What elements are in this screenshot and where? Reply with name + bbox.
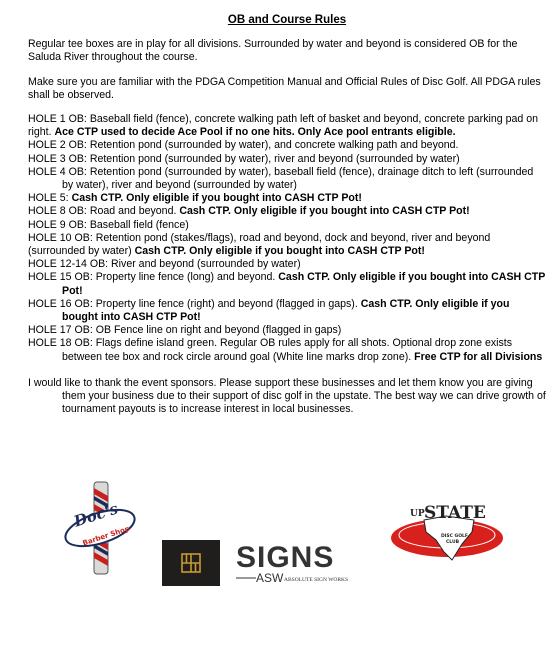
svg-text:CLUB: CLUB (446, 540, 460, 545)
svg-text:Doc's: Doc's (71, 499, 121, 531)
rule-hole-4: HOLE 4 OB: Retention pond (surrounded by water), baseball field (fence), drainage ditch to left (surrounded by water), river and beyond (surrounded by water) (28, 165, 534, 192)
signs-asw-logo (234, 542, 362, 586)
svg-text:DISC GOLF: DISC GOLF (441, 534, 468, 539)
intro-paragraph-1: Regular tee boxes are in play for all divisions. Surrounded by water and beyond is considered OB for the Saluda River throughout the course. (28, 38, 518, 64)
upstate-disc-golf-club-logo (388, 486, 506, 578)
svg-text:STATE: STATE (424, 503, 486, 523)
sponsor-thanks-paragraph: I would like to thank the event sponsors. Please support these businesses and let them know you are giving them your business due to their support of disc golf in the upstate. The best way we can drive growth of tournament payouts is to increase interest in local businesses. (28, 376, 546, 416)
svg-text:ASW: ASW (256, 571, 284, 585)
rule-hole-3: HOLE 3 OB: Retention pond (surrounded by water), river and beyond (surrounded by water) (28, 152, 460, 165)
rule-hole-8: HOLE 8 OB: Road and beyond. Cash CTP. Only eligible if you bought into CASH CTP Pot! (28, 205, 470, 218)
rule-hole-16: HOLE 16 OB: Property line fence (right) and beyond (flagged in gaps). Cash CTP. Only eligible if you bought into CASH CTP Pot! (28, 297, 510, 324)
rule-hole-10: HOLE 10 OB: Retention pond (stakes/flags), road and beyond, dock and beyond, river and beyond (surrounded by water) Cash CTP. Only eligible if you bought into CASH CTP Pot! (28, 231, 491, 258)
rule-hole-12-14: HOLE 12-14 OB: River and beyond (surrounded by water) (28, 258, 301, 271)
rule-hole-18: HOLE 18 OB: Flags define island green. Regular OB rules apply for all shots. Optional drop zone exists between tee box and rock circle around goal (White line marks drop zone). Free CTP for all Divisions (28, 337, 543, 363)
intro-paragraph-2: Make sure you are familiar with the PDGA Competition Manual and Official Rules of Disc Golf. All PDGA rules shall be observed. (28, 75, 541, 101)
rule-hole-2: HOLE 2 OB: Retention pond (surrounded by water), and concrete walking path and beyond. (28, 139, 459, 152)
rules-document (28, 14, 546, 416)
svg-text:SIGNS: SIGNS (236, 542, 335, 574)
sponsor-logos (0, 474, 560, 584)
hole-rules-list (28, 113, 546, 364)
sponsor-square-logo (162, 540, 220, 586)
svg-text:UP: UP (410, 509, 425, 519)
svg-text:ABSOLUTE SIGN WORKS: ABSOLUTE SIGN WORKS (284, 577, 349, 583)
page-title: OB and Course Rules (227, 14, 347, 26)
rule-hole-15: HOLE 15 OB: Property line fence (long) and beyond. Cash CTP. Only eligible if you bought into CASH CTP Pot! (28, 271, 546, 297)
rule-hole-1: HOLE 1 OB: Baseball field (fence), concrete walking path left of basket and beyond, concrete parking pad on right. Ace CTP used to decide Ace Pool if no one hits. Only Ace pool entrants eligible. (28, 113, 538, 139)
svg-text:Barber Shop: Barber Shop (81, 524, 131, 548)
docs-barber-shop-logo (60, 478, 140, 578)
rule-hole-5: HOLE 5: Cash CTP. Only eligible if you bought into CASH CTP Pot! (28, 192, 362, 205)
rule-hole-17: HOLE 17 OB: OB Fence line on right and beyond (flagged in gaps) (28, 324, 342, 337)
rule-hole-9: HOLE 9 OB: Baseball field (fence) (28, 218, 189, 231)
